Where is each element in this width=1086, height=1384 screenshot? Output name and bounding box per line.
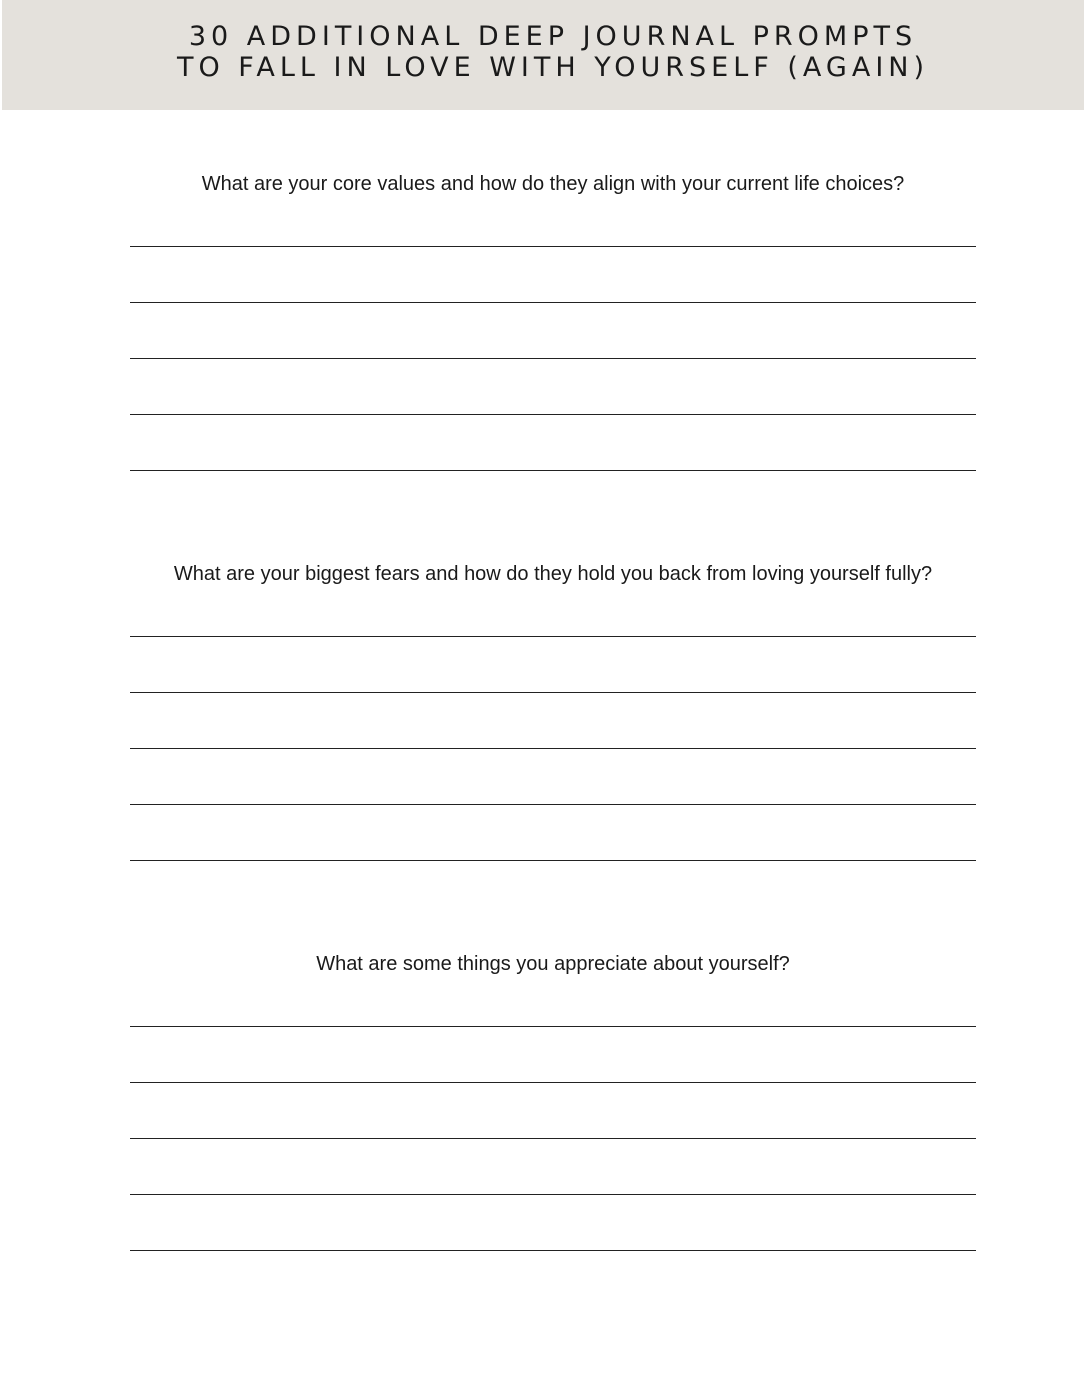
writing-line[interactable]: [130, 414, 976, 415]
writing-line[interactable]: [130, 302, 976, 303]
writing-line[interactable]: [130, 470, 976, 471]
prompt-question: What are some things you appreciate about yourself?: [316, 953, 790, 975]
writing-line[interactable]: [130, 358, 976, 359]
writing-line[interactable]: [130, 860, 976, 861]
prompt-question: What are your core values and how do they align with your current life choices?: [201, 173, 905, 195]
writing-line[interactable]: [130, 246, 976, 247]
writing-line[interactable]: [130, 804, 976, 805]
title-line-1: 30 ADDITIONAL DEEP JOURNAL PROMPTS: [188, 21, 918, 52]
writing-line[interactable]: [130, 1138, 976, 1139]
worksheet-page: [2, 0, 1084, 1384]
writing-line[interactable]: [130, 636, 976, 637]
writing-line[interactable]: [130, 1250, 976, 1251]
writing-line[interactable]: [130, 1194, 976, 1195]
writing-line[interactable]: [130, 1026, 976, 1027]
title-banner: [2, 0, 1084, 110]
prompt-question: What are your biggest fears and how do they hold you back from loving yourself fully?: [173, 563, 933, 585]
writing-line[interactable]: [130, 748, 976, 749]
writing-line[interactable]: [130, 692, 976, 693]
writing-line[interactable]: [130, 1082, 976, 1083]
title-line-2: TO FALL IN LOVE WITH YOURSELF (AGAIN): [176, 52, 930, 83]
